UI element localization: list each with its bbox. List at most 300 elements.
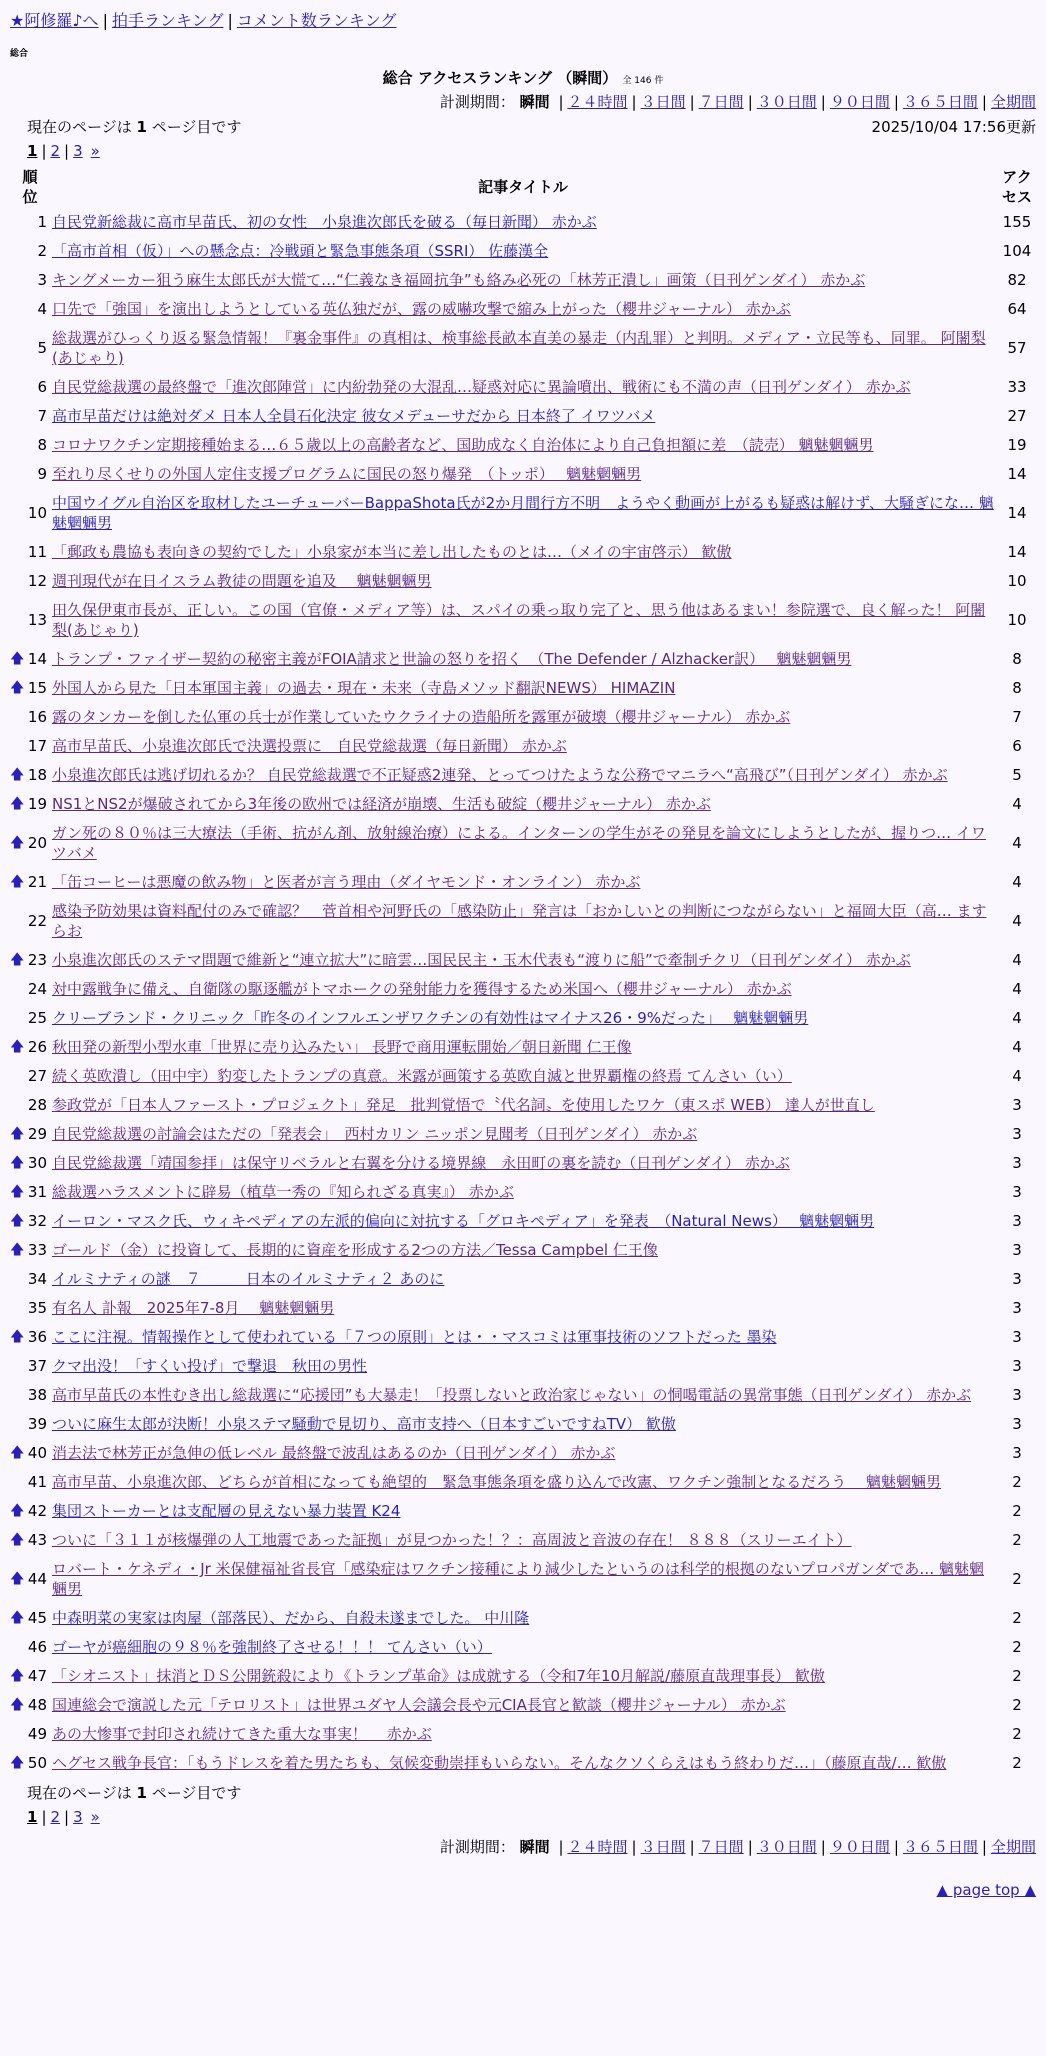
article-link[interactable]: 高市早苗だけは絶対ダメ 日本人全員石化決定 彼女メデューサだから 日本終了 イワツバメ [52,407,656,425]
pager-bottom [10,1808,1036,1826]
page-link[interactable]: 2 [50,1808,61,1826]
rank-arrow-cell [10,1294,25,1323]
access-count: 4 [1012,834,1022,852]
rank-arrow-cell [10,489,25,538]
access-count: 2 [1012,1696,1022,1714]
period-link[interactable]: 全期間 [990,93,1036,111]
article-link[interactable]: クマ出没！「すくい投げ」で撃退 秋田の男性 [52,1357,368,1375]
article-link[interactable]: あの大惨事で封印され続けてきた重大な事実！ 赤かぶ [52,1725,432,1743]
access-count: 14 [1007,465,1027,483]
table-row [10,1352,1038,1381]
rank-header-label: 順位 [22,168,38,206]
table-row [10,868,1038,897]
table-row [10,1091,1038,1120]
article-link[interactable]: 集団ストーカーとは支配層の見えない暴力装置 K24 [52,1502,401,1520]
arrow-up-icon: 🡅 [10,1755,25,1771]
title-cell [50,295,996,324]
rank-arrow-cell [10,295,25,324]
title-cell [50,324,996,373]
period-link[interactable]: ３６５日間 [902,93,978,111]
period-link[interactable]: ３０日間 [756,93,817,111]
rank-number: 11 [27,543,47,561]
arrow-up-icon: 🡅 [10,1610,25,1626]
page-link[interactable]: 2 [50,142,61,160]
rank-number: 1 [37,213,47,231]
article-link[interactable]: 「郵政も農協も表向きの契約でした」小泉家が本当に差し出したものとは…（メイの宇宙啓示） 歓傲 [52,543,732,561]
title-cell [50,460,996,489]
access-count: 2 [1012,1531,1022,1549]
arrow-up-icon: 🡅 [10,1571,25,1587]
rank-number: 4 [37,300,47,318]
title-cell [50,266,996,295]
access-count: 2 [1012,1502,1022,1520]
table-row [10,1120,1038,1149]
table-row [10,1381,1038,1410]
arrow-up-icon: 🡅 [10,796,25,812]
article-link[interactable]: 「高市首相（仮）」への懸念点：冷戦頭と緊急事態条項（SSRI） 佐藤漢全 [52,242,549,260]
table-row [10,645,1038,674]
table-row [10,732,1038,761]
separator: | [631,93,637,111]
access-count: 14 [1007,543,1027,561]
period-link[interactable]: 全期間 [990,1838,1036,1856]
table-row [10,1149,1038,1178]
arrow-up-icon: 🡅 [10,1503,25,1519]
rank-arrow-cell [10,1691,25,1720]
table-row [10,431,1038,460]
table-header-row [10,166,1038,208]
period-link[interactable]: ７日間 [698,93,744,111]
access-count: 8 [1012,650,1022,668]
title-cell [50,674,996,703]
table-row [10,819,1038,868]
article-link[interactable]: 自民党総裁選の討論会はただの「発表会」 西村カリン ニッポン見聞考（日刊ゲンダイ） 赤かぶ [52,1125,698,1143]
separator: | [64,142,70,160]
rank-arrow-cell [10,645,25,674]
article-link[interactable]: キングメーカー狙う麻生太郎氏が大慌て…“仁義なき福岡抗争”も絡み必死の「林芳正潰し」画策（日刊ゲンダイ） 赤かぶ [52,271,866,289]
article-link[interactable]: 田久保伊東市長が、正しい。この国（官僚・メディア等）は、スパイの乗っ取り完了と、思う他はあるまい！参院選で、良く解った！ 阿闍梨(あじゃり) [52,601,986,639]
period-link[interactable]: ９０日間 [829,1838,890,1856]
rank-arrow-cell [10,1526,25,1555]
arrow-up-icon: 🡅 [10,1213,25,1229]
table-row [10,1555,1038,1604]
arrow-up-icon: 🡅 [10,952,25,968]
rank-arrow-cell [10,1149,25,1178]
rank-number: 46 [27,1638,47,1656]
table-row [10,1468,1038,1497]
title-cell [50,946,996,975]
article-link[interactable]: NS1とNS2が爆破されてから3年後の欧州では経済が崩壊、生活も破綻（櫻井ジャーナル） 赤かぶ [52,795,711,813]
title-cell [50,1691,996,1720]
rank-number: 29 [27,1125,47,1143]
period-selector-top [10,91,1036,112]
table-row [10,324,1038,373]
title-cell [50,790,996,819]
period-selector-bottom [10,1836,1036,1857]
title-cell [50,1004,996,1033]
table-row [10,538,1038,567]
rank-arrow-cell [10,674,25,703]
period-link[interactable]: ３０日間 [756,1838,817,1856]
rank-number: 47 [27,1667,47,1685]
separator: | [893,1838,899,1856]
rank-number: 34 [27,1270,47,1288]
table-row [10,266,1038,295]
rank-arrow-cell [10,431,25,460]
arrow-up-icon: 🡅 [10,835,25,851]
rank-arrow-cell [10,596,25,645]
title-cell [50,1439,996,1468]
rank-arrow-cell [10,1207,25,1236]
page-status-suffix: ページ目です [146,1784,242,1802]
rank-number: 21 [27,873,47,891]
title-cell [50,897,996,946]
table-row [10,1633,1038,1662]
article-link[interactable]: 参政党が「日本人ファースト・プロジェクト」発足 批判覚悟で〝代名詞〟を使用したワケ（東スポ WEB） 達人が世直し [52,1096,875,1114]
access-count: 7 [1012,708,1022,726]
arrow-up-icon: 🡅 [10,1329,25,1345]
period-link[interactable]: ９０日間 [829,93,890,111]
rank-number: 38 [27,1386,47,1404]
rank-number: 20 [27,834,47,852]
access-count: 5 [1012,766,1022,784]
access-count: 3 [1012,1357,1022,1375]
article-link[interactable]: 「缶コーヒーは悪魔の飲み物」と医者が言う理由（ダイヤモンド・オンライン） 赤かぶ [52,873,641,891]
ranking-heading: 総合 アクセスランキング （瞬間） [382,69,618,87]
page-status-suffix: ページ目です [146,118,242,136]
article-link[interactable]: トランプ・ファイザー契約の秘密主義がFOIA請求と世論の怒りを招く （The Defender / Alzhacker訳） 魑魅魍魎男 [52,650,852,668]
article-link[interactable]: ロバート・ケネディ・Jr 米保健福祉省長官「感染症はワクチン接種により減少したというのは科学的根拠のないプロパガンダであ… 魑魅魍魎男 [52,1560,984,1598]
access-count: 3 [1012,1212,1022,1230]
article-link[interactable]: 高市早苗氏の本性むき出し総裁選に“応援団”も大暴走！「投票しないと政治家じゃない」の恫喝電話の異常事態（日刊ゲンダイ） 赤かぶ [52,1386,972,1404]
separator: | [102,11,108,30]
article-link[interactable]: ついに麻生太郎が決断！小泉ステマ騒動で見切り、高市支持へ（日本すごいですねTV） 歓傲 [52,1415,676,1433]
access-count: 104 [1002,242,1032,260]
rank-arrow-cell [10,732,25,761]
title-cell [50,1633,996,1662]
rank-arrow-cell [10,1236,25,1265]
period-link[interactable]: ２４時間 [567,1838,628,1856]
table-row [10,208,1038,237]
home-link[interactable]: ★阿修羅♪へ [10,11,99,30]
period-link[interactable]: ７日間 [698,1838,744,1856]
title-cell [50,1178,996,1207]
rank-arrow-cell [10,567,25,596]
access-count: 10 [1007,611,1027,629]
table-row [10,237,1038,266]
table-row [10,946,1038,975]
article-link[interactable]: イーロン・マスク氏、ウィキペディアの左派的偏向に対抗する「グロキペディア」を発表 （Natural News） 魑魅魍魎男 [52,1212,875,1230]
table-row [10,703,1038,732]
article-link[interactable]: ガン死の８０％は三大療法（手術、抗がん剤、放射線治療）による。インターンの学生がその発見を論文にしようとしたが、握りつ… イワツバメ [52,824,986,862]
title-cell [50,1604,996,1633]
article-link[interactable]: 週刊現代が在日イスラム教徒の問題を追及 魑魅魍魎男 [52,572,432,590]
rank-arrow-cell [10,1033,25,1062]
rank-arrow-cell [10,266,25,295]
title-cell [50,489,996,538]
title-cell [50,1120,996,1149]
rank-arrow-cell [10,1381,25,1410]
article-link[interactable]: コロナワクチン定期接種始まる…６５歳以上の高齢者など、国助成なく自治体により自己負担額に差 （読売） 魑魅魍魎男 [52,436,874,454]
arrow-up-icon: 🡅 [10,680,25,696]
table-row [10,1207,1038,1236]
access-count: 3 [1012,1183,1022,1201]
article-link[interactable]: 至れり尽くせりの外国人定住支援プログラムに国民の怒り爆発 （トッポ） 魑魅魍魎男 [52,465,642,483]
rank-arrow-cell [10,761,25,790]
article-link[interactable]: 対中露戦争に備え、自衛隊の駆逐艦がトマホークの発射能力を獲得するため米国へ（櫻井ジャーナル） 赤かぶ [52,980,792,998]
page-status [27,116,241,137]
rank-number: 35 [27,1299,47,1317]
title-cell [50,1410,996,1439]
next-page-link[interactable]: » [90,142,100,160]
rank-number: 16 [27,708,47,726]
table-row [10,1265,1038,1294]
rank-arrow-cell [10,324,25,373]
article-link[interactable]: 中森明菜の実家は肉屋（部落民）、だから、自殺未遂までした。 中川隆 [52,1609,530,1627]
rank-number: 28 [27,1096,47,1114]
period-links [554,93,1036,111]
table-row [10,1439,1038,1468]
article-link[interactable]: 秋田発の新型小型水車「世界に売り込みたい」 長野で商用運転開始／朝日新聞 仁王像 [52,1038,632,1056]
table-row [10,567,1038,596]
rank-arrow-cell [10,790,25,819]
updated-timestamp: 2025/10/04 17:56更新 [871,118,1036,136]
title-cell [50,1381,996,1410]
title-cell [50,1062,996,1091]
access-count: 2 [1012,1609,1022,1627]
article-link[interactable]: ゴールド（金）に投資して、長期的に資産を形成する2つの方法／Tessa Campbel 仁王像 [52,1241,658,1259]
rank-arrow-cell [10,1604,25,1633]
title-cell [50,1497,996,1526]
rank-arrow-cell [10,1662,25,1691]
access-count: 4 [1012,1038,1022,1056]
arrow-up-icon: 🡅 [10,1532,25,1548]
page-top-link[interactable]: ▲ page top ▲ [936,1881,1036,1899]
rank-number: 41 [27,1473,47,1491]
article-link[interactable]: 「シオニスト」抹消とＤＳ公開銃殺により《トランプ革命》は成就する（令和7年10月解説/藤原直哉理事長） 歓傲 [52,1667,825,1685]
article-link[interactable]: 自民党総裁選の最終盤で「進次郎陣営」に内紛勃発の大混乱…疑惑対応に異論噴出、戦術にも不満の声（日刊ゲンダイ） 赤かぶ [52,378,911,396]
rank-number: 45 [27,1609,47,1627]
article-link[interactable]: 小泉進次郎氏は逃げ切れるか？ 自民党総裁選で不正疑惑2連発、とってつけたような公務でマニラへ“高飛び”（日刊ゲンダイ） 赤かぶ [52,766,948,784]
rank-number: 27 [27,1067,47,1085]
rank-arrow-cell [10,1555,25,1604]
title-cell [50,1749,996,1778]
article-link[interactable]: 国連総会で演説した元「テロリスト」は世界ユダヤ人会議会長や元CIA長官と歓談（櫻井ジャーナル） 赤かぶ [52,1696,786,1714]
table-row [10,373,1038,402]
rank-number: 5 [37,339,47,357]
article-link[interactable]: 外国人から見た「日本軍国主義」の過去・現在・未来（寺島メソッド翻訳NEWS） HIMAZIN [52,679,676,697]
rank-arrow-cell [10,1352,25,1381]
period-current: 瞬間 [519,1838,550,1856]
article-link[interactable]: 露のタンカーを倒した仏軍の兵士が作業していたウクライナの造船所を露軍が破壊（櫻井ジャーナル） 赤かぶ [52,708,791,726]
period-label: 計測期間： [439,93,515,111]
rank-number: 39 [27,1415,47,1433]
rank-number: 26 [27,1038,47,1056]
rank-number: 15 [27,679,47,697]
access-count: 3 [1012,1154,1022,1172]
next-page-link[interactable]: » [90,1808,100,1826]
rank-arrow-cell [10,1062,25,1091]
title-cell [50,1720,996,1749]
rank-number: 25 [27,1009,47,1027]
access-count: 8 [1012,679,1022,697]
rank-arrow-cell [10,237,25,266]
total-count: 全 146 件 [622,76,664,86]
table-row [10,460,1038,489]
article-link[interactable]: 自民党総裁選「靖国参拝」は保守リベラルと右翼を分ける境界線 永田町の裏を読む（日刊ゲンダイ） 赤かぶ [52,1154,790,1172]
separator: | [227,11,233,30]
period-link[interactable]: ３日間 [640,1838,686,1856]
access-count: 82 [1007,271,1027,289]
access-count: 4 [1012,873,1022,891]
article-link[interactable]: 続く英欧潰し（田中宇）豹変したトランプの真意。米露が画策する英欧自滅と世界覇権の終焉 てんさい（い） [52,1067,792,1085]
table-row [10,761,1038,790]
rank-number: 23 [27,951,47,969]
access-header-label: アクセス [1001,168,1032,206]
access-count: 4 [1012,1009,1022,1027]
access-count: 3 [1012,1415,1022,1433]
separator: | [747,93,753,111]
title-cell [50,975,996,1004]
rank-number: 31 [27,1183,47,1201]
rank-arrow-cell [10,1091,25,1120]
title-cell [50,1468,996,1497]
period-link[interactable]: ３６５日間 [902,1838,978,1856]
current-page: 1 [27,1808,38,1826]
article-link[interactable]: 高市早苗氏、小泉進次郎氏で決選投票に 自民党総裁選（毎日新聞） 赤かぶ [52,737,567,755]
rank-number: 6 [37,378,47,396]
rank-arrow-cell [10,703,25,732]
table-row [10,1497,1038,1526]
separator: | [689,93,695,111]
period-link[interactable]: ２４時間 [567,93,628,111]
page-status-prefix: 現在のページは [27,1784,137,1802]
separator: | [981,93,987,111]
separator: | [558,1838,564,1856]
access-count: 19 [1007,436,1027,454]
table-row [10,1004,1038,1033]
title-cell [50,761,996,790]
title-cell [50,237,996,266]
access-header [996,166,1038,208]
article-link[interactable]: イルミナティの謎 ７ 日本のイルミナティ２ あのに [52,1270,445,1288]
rank-arrow-cell [10,868,25,897]
arrow-up-icon: 🡅 [10,1445,25,1461]
article-link[interactable]: 口先で「強国」を演出しようとしている英仏独だが、露の威嚇攻撃で縮み上がった（櫻井ジャーナル） 赤かぶ [52,300,791,318]
title-cell [50,1352,996,1381]
rank-number: 19 [27,795,47,813]
separator: | [631,1838,637,1856]
article-link[interactable]: 感染予防効果は資料配付のみで確認？ 菅首相や河野氏の「感染防止」発言は「おかしいとの判断につながらない」と福岡大臣（高… ますらお [52,902,987,940]
rank-arrow-cell [10,897,25,946]
table-row [10,1062,1038,1091]
rank-number: 32 [27,1212,47,1230]
access-count: 2 [1012,1473,1022,1491]
title-cell [50,868,996,897]
clap-ranking-link[interactable]: 拍手ランキング [111,11,224,30]
table-row [10,402,1038,431]
table-row [10,1749,1038,1778]
title-cell [50,1033,996,1062]
access-count: 2 [1012,1725,1022,1743]
page-link[interactable]: 3 [73,1808,83,1826]
article-link[interactable]: ヘグセス戦争長官：「もうドレスを着た男たちも、気候変動崇拝もいらない。そんなクソくらえはもう終わりだ…」（藤原直哉/… 歓傲 [52,1754,947,1772]
article-link[interactable]: 有名人 訃報 2025年7-8月 魑魅魍魎男 [52,1299,335,1317]
rank-arrow-cell [10,538,25,567]
access-count: 33 [1007,378,1027,396]
access-count: 14 [1007,504,1027,522]
separator: | [64,1808,70,1826]
title-header: 記事タイトル [478,178,568,196]
table-row [10,596,1038,645]
article-link[interactable]: 中国ウイグル自治区を取材したユーチューバーBappaShota氏が2か月間行方不明 ようやく動画が上がるも疑惑は解けず、大騒ぎにな… 魑魅魍魎男 [52,494,994,532]
article-link[interactable]: 総裁選ハラスメントに辟易（植草一秀の『知られざる真実』） 赤かぶ [52,1183,514,1201]
access-count: 4 [1012,980,1022,998]
separator: | [820,1838,826,1856]
rank-arrow-cell [10,1468,25,1497]
article-link[interactable]: 総裁選がひっくり返る緊急情報！『裏金事件』の真相は、検事総長畝本直美の暴走（内乱罪）と判明。メディア・立民等も、同罪。 阿闍梨(あじゃり) [52,329,986,367]
separator: | [820,93,826,111]
article-link[interactable]: ここに注視。情報操作として使われている「７つの原則」とは・・マスコミは軍事技術のソフトだった 墨染 [52,1328,777,1346]
title-cell [50,1662,996,1691]
rank-number: 48 [27,1696,47,1714]
access-count: 3 [1012,1444,1022,1462]
title-cell [50,596,996,645]
article-link[interactable]: ゴーヤが癌細胞の９８％を強制終了させる！！！ てんさい（い） [52,1638,492,1656]
article-link[interactable]: 自民党新総裁に高市早苗氏、初の女性 小泉進次郎氏を破る（毎日新聞） 赤かぶ [52,213,597,231]
rank-number: 17 [27,737,47,755]
table-row [10,1294,1038,1323]
rank-number: 10 [27,504,47,522]
article-link[interactable]: 高市早苗、小泉進次郎、どちらが首相になっても絶望的 緊急事態条項を盛り込んで改憲、ワクチン強制となるだろう 魑魅魍魎男 [52,1473,942,1491]
arrow-up-icon: 🡅 [10,767,25,783]
article-link[interactable]: クリーブランド・クリニック「昨冬のインフルエンザワクチンの有効性はマイナス26・9%だった」 魑魅魍魎男 [52,1009,809,1027]
article-link[interactable]: 小泉進次郎氏のステマ問題で維新と“連立拡大”に暗雲…国民民主・玉木代表も“渡りに船”で牽制チクリ（日刊ゲンダイ） 赤かぶ [52,951,911,969]
page-link[interactable]: 3 [73,142,83,160]
title-cell [50,703,996,732]
rank-arrow-cell [10,1410,25,1439]
table-row [10,1236,1038,1265]
title-cell [50,732,996,761]
rank-arrow-cell [10,819,25,868]
access-count: 4 [1012,795,1022,813]
access-count: 3 [1012,1299,1022,1317]
separator: | [689,1838,695,1856]
period-link[interactable]: ３日間 [640,93,686,111]
table-row [10,1662,1038,1691]
pager-top [10,142,1036,160]
rank-arrow-cell [10,460,25,489]
arrow-up-icon: 🡅 [10,1039,25,1055]
title-cell [50,1294,996,1323]
comment-ranking-link[interactable]: コメント数ランキング [236,11,397,30]
page-top-container [10,1881,1036,1899]
rank-number: 44 [27,1570,47,1588]
rank-arrow-cell [10,1178,25,1207]
table-row [10,1604,1038,1633]
article-link[interactable]: ついに「３１１が核爆弾の人工地震であった証拠」が見つかった！？：高周波と音波の存在！ ８８８（スリーエイト） [52,1531,852,1549]
rank-arrow-cell [10,1265,25,1294]
arrow-up-icon: 🡅 [10,1155,25,1171]
rank-number: 7 [37,407,47,425]
access-count: 27 [1007,407,1027,425]
rank-number: 9 [37,465,47,483]
period-label: 計測期間： [439,1838,515,1856]
article-link[interactable]: 消去法で林芳正が急伸の低レベル 最終盤で波乱はあるのか（日刊ゲンダイ） 赤かぶ [52,1444,616,1462]
table-row [10,897,1038,946]
rank-number: 49 [27,1725,47,1743]
table-row [10,975,1038,1004]
